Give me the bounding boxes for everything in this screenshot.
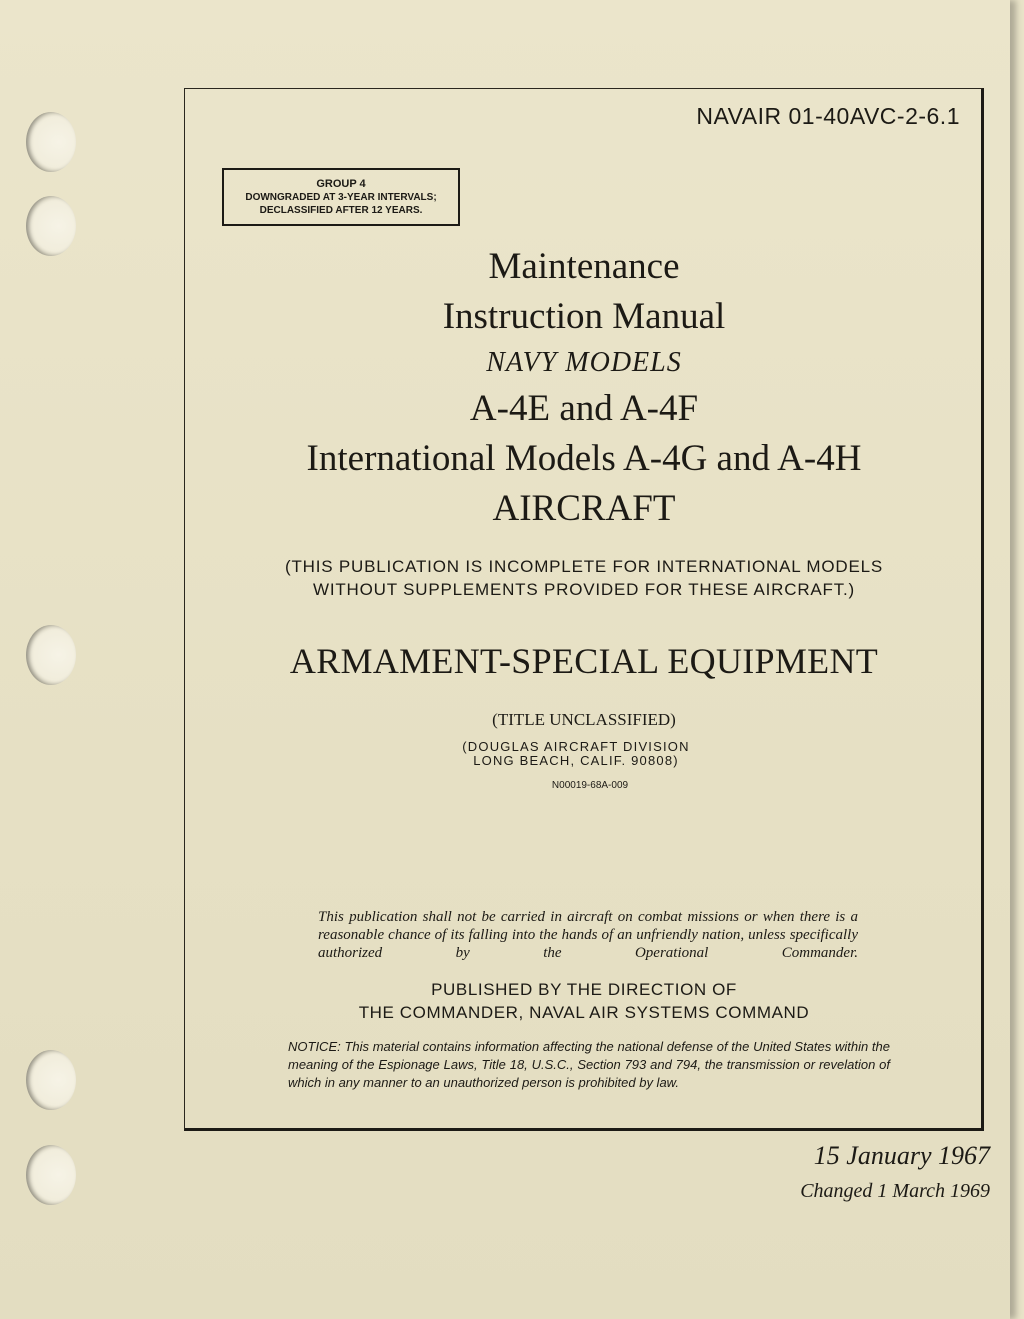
title-unclassified: (TITLE UNCLASSIFIED) xyxy=(492,710,676,729)
espionage-notice: NOTICE: This material contains information affecting the national defense of the United States within the meaning of the Espionage Laws, Title 18, U.S.C., Section 793 and 794, the transmission or revelation of which in any manner to an unauthorized person is prohibited by law. xyxy=(288,1039,890,1090)
subject-title: ARMAMENT-SPECIAL EQUIPMENT xyxy=(289,641,879,681)
published-line-2: THE COMMANDER, NAVAL AIR SYSTEMS COMMAND xyxy=(358,1003,810,1022)
binder-hole xyxy=(26,196,76,256)
title-line-6: AIRCRAFT xyxy=(492,488,676,529)
binder-hole xyxy=(26,1050,76,1110)
title-line-2: Instruction Manual xyxy=(442,296,726,337)
incomplete-note-line-2: WITHOUT SUPPLEMENTS PROVIDED FOR THESE AIRCRAFT.) xyxy=(312,580,856,599)
division-line-2: LONG BEACH, CALIF. 90808) xyxy=(473,753,679,768)
contract-number: N00019-68A-009 xyxy=(551,780,629,791)
title-line-3: NAVY MODELS xyxy=(486,347,682,378)
handling-warning: This publication shall not be carried in aircraft on combat missions or when there is a reasonable chance of its falling into the hands of an unfriendly nation, unless specifically authorized by the Operational Commander. xyxy=(318,909,858,961)
classification-box xyxy=(222,168,460,226)
binder-hole xyxy=(26,1145,76,1205)
change-date: Changed 1 March 1969 xyxy=(800,1180,990,1202)
page-border-frame xyxy=(184,88,984,1131)
classification-group: GROUP 4 xyxy=(316,178,366,190)
issue-date: 15 January 1967 xyxy=(813,1141,990,1170)
binder-hole xyxy=(26,112,76,172)
binder-hole xyxy=(26,625,76,685)
title-line-4: A-4E and A-4F xyxy=(469,388,699,429)
title-line-1: Maintenance xyxy=(488,246,680,287)
incomplete-note-line-1: (THIS PUBLICATION IS INCOMPLETE FOR INTERNATIONAL MODELS xyxy=(285,557,883,576)
title-line-5: International Models A-4G and A-4H xyxy=(306,438,862,479)
classification-downgrade: DOWNGRADED AT 3-YEAR INTERVALS; xyxy=(245,192,437,203)
classification-declassify: DECLASSIFIED AFTER 12 YEARS. xyxy=(259,205,423,216)
published-line-1: PUBLISHED BY THE DIRECTION OF xyxy=(431,980,737,999)
document-number: NAVAIR 01-40AVC-2-6.1 xyxy=(696,103,960,129)
division-line-1: (DOUGLAS AIRCRAFT DIVISION xyxy=(462,739,690,754)
